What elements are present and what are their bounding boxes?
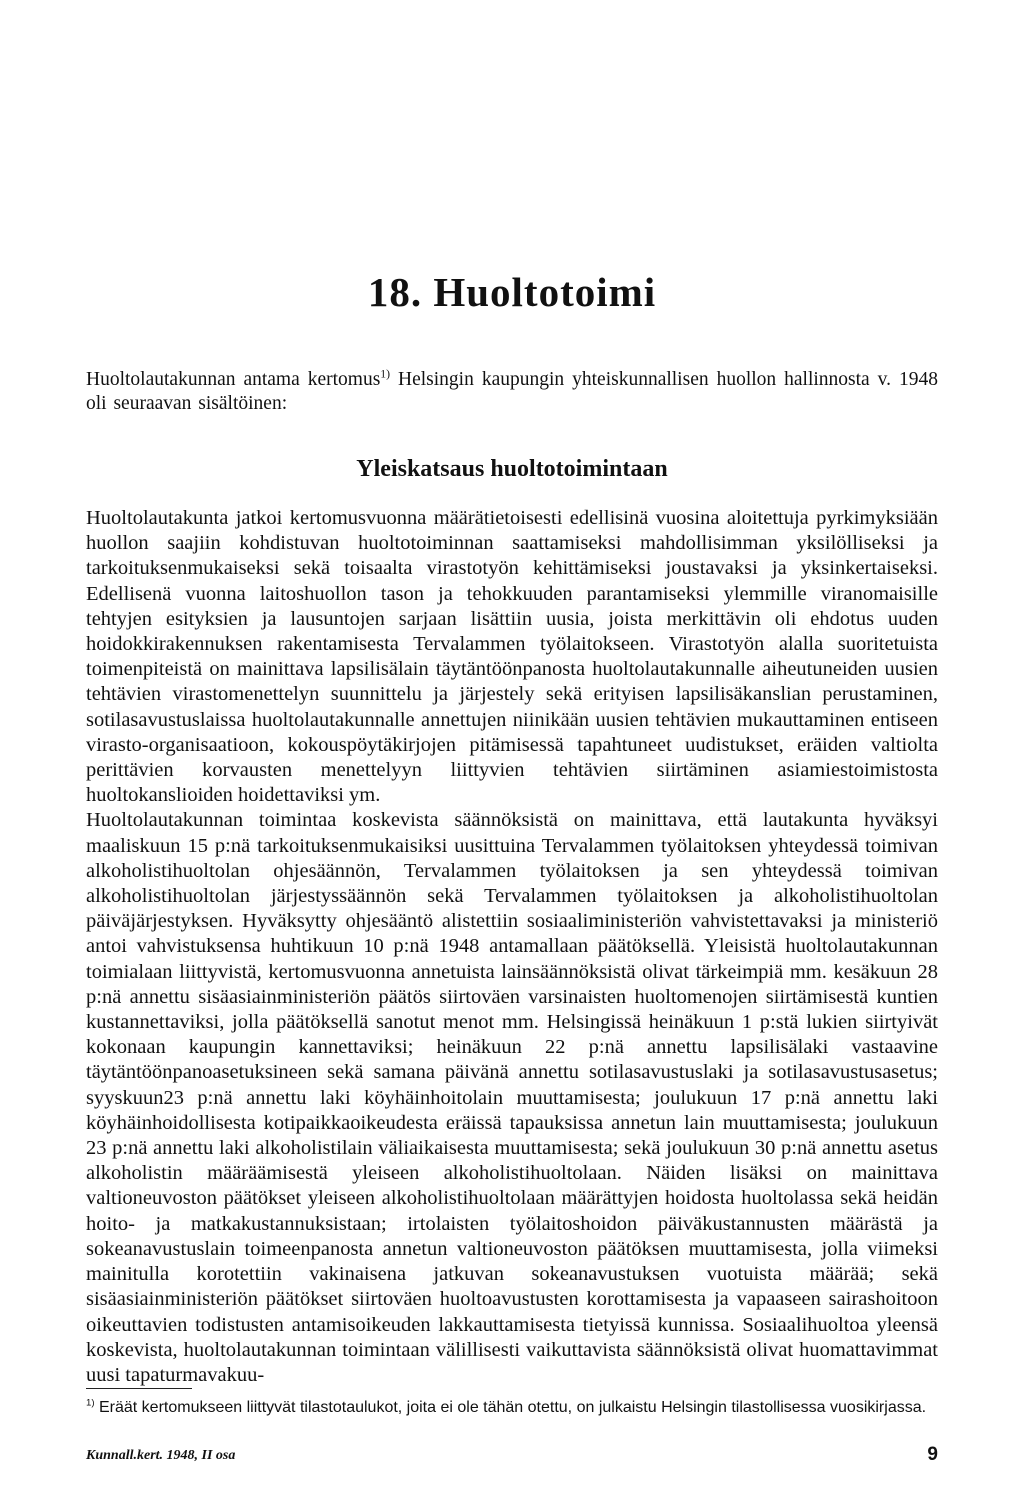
chapter-title: 18. Huoltotoimi [367,269,657,315]
footnote-divider [86,1388,192,1389]
page-number: 9 [927,1444,938,1465]
document-page [86,0,938,1502]
intro-text-end: Helsingin kaupungin yhteiskunnallisen huollon hallinnosta v. 1948 oli seuraavan sisältöinen: [86,369,938,414]
footnote-marker: 1) [86,1397,95,1409]
intro-paragraph [86,368,938,416]
footnote-reference[interactable]: 1) [380,367,391,381]
footer-source: Kunnall.kert. 1948, II osa [86,1448,236,1463]
body-text [86,506,938,1388]
body-paragraph: Huoltolautakunnan toimintaa koskevista säännöksistä on mainittava, että lautakunta hyväksyi maaliskuun 15 p:nä tarkoituksenmukaisiksi uusittuina Tervalammen työlaitoksen yhteydessä toimivan alkoholistihuoltolan ohjesäännön, Tervalammen työlaitoksen ja sen yhteydessä toimivan alkoholistihuoltolan järjestyssäännön sekä Tervalammen työlaitoksen ja alkoholistihuoltolan päiväjärjestyksen. Hyväksytty ohjesääntö alistettiin sosiaaliministeriön vahvistettavaksi ja ministeriö antoi vahvistuksensa huhtikuun 10 p:nä 1948 antamallaan päätöksellä. Yleisistä huoltolautakunnan toimialaan liittyvistä, kertomusvuonna annetuista lainsäännöksistä olivat tärkeimpiä mm. kesäkuun 28 p:nä annettu sisäasiainministeriön päätös siirtoväen varsinaisten huoltomenojen siirtämisestä kuntien kustannettaviksi, jolla päätöksellä sanotut menot mm. Helsingissä heinäkuun 1 p:stä lukien siirtyivät kokonaan kaupungin kannettaviksi; heinäkuun 22 p:nä annettu lapsilisälaki vastaavine täytäntöönpanoasetuksineen sekä samana päivänä annettu sotilasavustuslaki ja sotilasavustusasetus; syyskuun23 p:nä annettu laki köyhäinhoitolain muuttamisesta; joulukuun 17 p:nä annettu laki köyhäinhoidollisesta kotipaikkaoikeudesta eräissä tapauksissa annetun lain muuttamisesta; joulukuun 23 p:nä annettu laki alkoholistilain väliaikaisesta muuttamisesta; sekä joulukuun 30 p:nä annettu asetus alkoholistin määräämisestä yleiseen alkoholistihuoltolaan. Näiden lisäksi on mainittava valtioneuvoston päätökset yleiseen alkoholistihuoltolaan määrättyjen hoidosta huoltolassa sekä heidän hoito- ja matkakustannuksistaan; irtolaisten työlaitoshoidon päiväkustannusten määrästä ja sokeanavustuslain toimeenpanosta annetun valtioneuvoston päätöksen muuttamisesta, jolla viimeksi mainitulla korotettiin vakinaisena jatkuvan sokeanavustuksen vuotuista määrää; sekä sisäasiainministeriön päätökset siirtoväen huoltoavustusten korottamisesta ja vapaaseen sairashoitoon oikeuttavien todistusten antamisoikeuden lakkauttamisesta tietyissä kunnissa. Sosiaalihuoltoa yleensä koskevista, huoltolautakunnan toimintaan välillisesti vaikuttavista säännöksistä olivat huomattavimmat uusi tapaturmavakuu- [86,809,938,1386]
section-heading: Yleiskatsaus huoltotoimintaan [356,456,668,482]
body-paragraph: Huoltolautakunta jatkoi kertomusvuonna määrätietoisesti edellisinä vuosina aloitettuja pyrkimyksiään huollon saajiin kohdistuvan huoltotoiminnan saattamiseksi mahdollisimman yksilölliseksi ja tarkoituksenmukaiseksi sekä toisaalta virastotyön kehittämiseksi joustavaksi ja yksinkertaiseksi. Edellisenä vuonna laitoshuollon tason ja tehokkuuden parantamiseksi ylemmille viranomaisille tehtyjen esityksien ja lausuntojen sarjaan lisättiin uusia, joista merkittävin oli ehdotus uuden hoidokkirakennuksen rakentamisesta Tervalammen työlaitokseen. Virastotyön alalla suoritetuista toimenpiteistä on mainittava lapsilisälain täytäntöönpanosta huoltolautakunnalle aiheutuneiden uusien tehtävien virastomenettelyn suunnittelu ja järjestely sekä erityisen lapsilisäkanslian perustaminen, sotilasavustuslaissa huoltolautakunnalle annettujen niinikään uusien tehtävien mukauttaminen entiseen virasto-organisaatioon, kokouspöytäkirjojen pitämisessä tapahtuneet uudistukset, eräiden valtiolta perittävien korvausten menettelyyn liittyvien tehtävien siirtäminen asiamiestoimistosta huoltokanslioiden hoidettaviksi ym. [86,507,938,807]
intro-text-start: Huoltolautakunnan antama kertomus [86,369,381,390]
footnote-text: Eräät kertomukseen liittyvät tilastotaulukot, joita ei ole tähän otettu, on julkaistu Helsingin tilastollisessa vuosikirjassa. [94,1399,927,1416]
footnote [86,1398,938,1418]
